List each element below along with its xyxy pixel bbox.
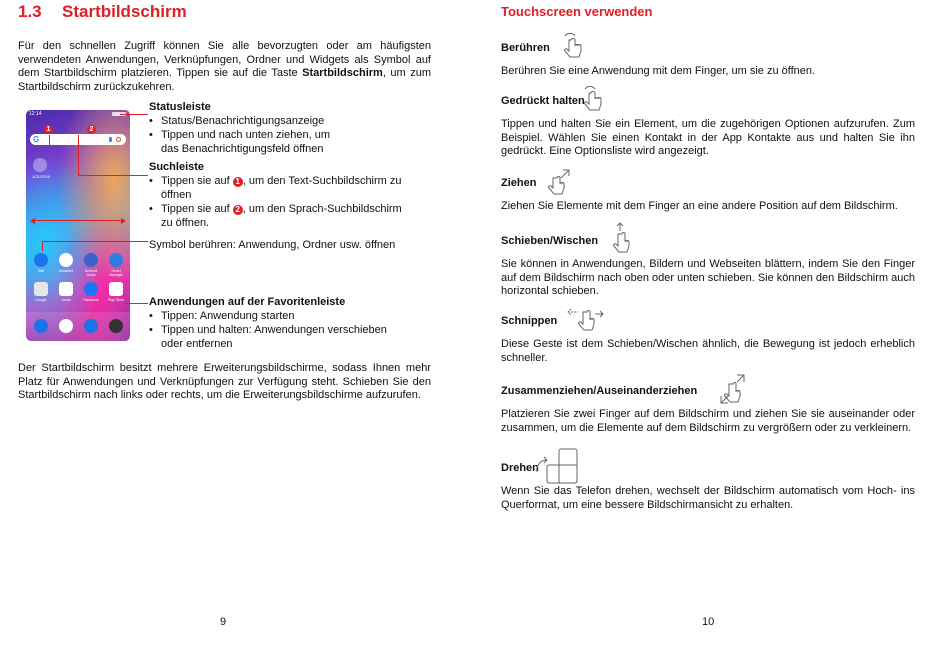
- swipe-gesture-icon: [611, 222, 635, 258]
- suchleiste-bullet-2: • Tippen sie auf 2 , um den Sprach-Suchbildschirm zu öffnen.: [149, 203, 402, 229]
- page-number-right: 10: [702, 616, 715, 628]
- touchscreen-title: Touchscreen verwenden: [501, 4, 653, 19]
- facebook-app-icon: [84, 282, 98, 296]
- intro-paragraph: [18, 40, 431, 94]
- gesture-heading-swipe: Schieben/Wischen: [501, 235, 599, 247]
- section-number: 1.3: [18, 2, 42, 21]
- drag-gesture-icon: [547, 168, 573, 196]
- gesture-text-pinch: Platzieren Sie zwei Finger auf dem Bildschirm und ziehen Sie sie auseinander oder zusammen, um die Elemente auf dem Bildschirm zu vergrößern oder zu verkleinern.: [501, 408, 915, 434]
- rotate-gesture-icon: [533, 448, 579, 486]
- play-store-app-icon: [109, 282, 123, 296]
- widget-label: 1/21/2026: [32, 174, 50, 179]
- lens-icon: [116, 137, 121, 142]
- gesture-text-tap: Berühren Sie eine Anwendung mit dem Finger, um sie zu öffnen.: [501, 65, 816, 77]
- favoriten-bullet-1: • Tippen: Anwendung starten: [149, 310, 295, 322]
- tap-gesture-icon: [561, 33, 587, 61]
- assistant-app-icon: [59, 253, 73, 267]
- callout-line-favorites: [125, 303, 148, 304]
- statusleiste-heading: Statusleiste: [149, 101, 211, 113]
- gesture-heading-tap: Berühren: [501, 42, 550, 54]
- gesture-heading-drag: Ziehen: [501, 177, 537, 189]
- gesture-heading-long-press: Gedrückt halten: [501, 95, 585, 107]
- page-number-left: 9: [220, 616, 227, 628]
- gesture-heading-rotate: Drehen: [501, 462, 539, 474]
- callout-line-apps: [42, 241, 43, 251]
- outro-paragraph: Der Startbildschirm besitzt mehrere Erweiterungsbildschirme, sodass Ihnen mehr Platz für Anwendungen und Verknüpfungen zur Verfügung steht. Schieben Sie den Startbildschirm nach links oder rechts, um die Erweiterungsbildschirme aufzurufen.: [18, 362, 431, 402]
- app-label: Dial: [37, 269, 45, 273]
- clock-widget-icon: [33, 158, 47, 172]
- gesture-text-swipe: Sie können in Anwendungen, Bildern und Webseiten blättern, indem Sie den Finger auf dem Bildschirm nach oben oder unten schieben. Sie können den Bildschirm auch horizontal schieben.: [501, 258, 915, 298]
- gesture-text-rotate: Wenn Sie das Telefon drehen, wechselt der Bildschirm automatisch vom Hoch- ins Querformat, um eine bessere Bildschirmansicht zu erhalten.: [501, 485, 915, 511]
- symbol-text: Symbol berühren: Anwendung, Ordner usw. öffnen: [149, 239, 396, 251]
- flick-gesture-icon: [567, 306, 605, 334]
- callout-line-search-2: [78, 135, 79, 175]
- google-g-icon: G: [33, 135, 40, 144]
- setup-app-icon: [84, 253, 98, 267]
- gmail-app-icon: [59, 282, 73, 296]
- favoriten-heading: Anwendungen auf der Favoritenleiste: [149, 296, 346, 308]
- smart-manager-app-icon: [109, 253, 123, 267]
- gesture-heading-flick: Schnippen: [501, 315, 558, 327]
- long-press-gesture-icon: [581, 86, 607, 114]
- badge-1: 1: [44, 125, 53, 134]
- app-label: Assistant: [58, 269, 74, 273]
- chrome-app-icon: [59, 319, 73, 333]
- app-label: Facebook: [83, 298, 99, 302]
- gesture-text-long-press: Tippen und halten Sie ein Element, um die zugehörigen Optionen aufzurufen. Zum Beispiel. Wählen Sie einen Kontakt in der App Kontakte aus und halten Sie ihn gedrückt. Eine Optionsliste wird angezeigt.: [501, 118, 915, 158]
- statusleiste-bullet-1: • Status/Benachrichtigungsanzeige: [149, 115, 325, 127]
- mic-icon: [109, 137, 112, 142]
- callout-line-search-1: [49, 135, 50, 155]
- right-page: [475, 0, 950, 659]
- arrow-right-icon: [121, 218, 126, 224]
- intro-text: Für den schnellen Zugriff können Sie alle bevorzugten oder am häufigsten verwendeten Anwendungen, Verknüpfungen, Ordner und Widgets als Symbol auf dem Startbildschirm platzieren. Tippen sie auf die Taste: [18, 40, 431, 80]
- app-label: Gmail: [61, 298, 71, 302]
- badge-2: 2: [87, 125, 96, 134]
- messages-app-icon: [84, 319, 98, 333]
- marker-1-icon: 1: [233, 177, 243, 187]
- app-label: Google: [35, 298, 47, 302]
- callout-line-status: [120, 114, 148, 115]
- swipe-line: [35, 220, 121, 221]
- callout-line-apps-h: [42, 241, 148, 242]
- favoriten-bullet-2: • Tippen und halten: Anwendungen verschieben oder entfernen: [149, 324, 387, 350]
- camera-app-icon: [109, 319, 123, 333]
- arrow-left-icon: [30, 218, 35, 224]
- section-title-text: Startbildschirm: [62, 2, 187, 21]
- google-folder-icon: [34, 282, 48, 296]
- pinch-gesture-icon: [719, 374, 747, 408]
- suchleiste-bullet-1: • Tippen sie auf 1 , um den Text-Suchbildschirm zu öffnen: [149, 175, 402, 201]
- section-title: [18, 2, 187, 22]
- app-label: Android Setup: [84, 269, 98, 277]
- gesture-heading-pinch: Zusammenziehen/Auseinanderziehen: [501, 385, 698, 397]
- intro-bold: Startbildschirm: [302, 67, 383, 80]
- phone-app-icon: [34, 319, 48, 333]
- intro-text-end: , um zum Startbildschirm zurückzukehren.: [18, 67, 431, 93]
- gesture-text-flick: Diese Geste ist dem Schieben/Wischen ähnlich, die Bewegung ist jedoch erheblich schneller.: [501, 338, 915, 364]
- app-label: Play Store: [107, 298, 125, 302]
- callout-line-search-h: [78, 175, 148, 176]
- statusleiste-bullet-2: • Tippen und nach unten ziehen, um das Benachrichtigungsfeld öffnen: [149, 129, 330, 155]
- app-label: Smart Manager: [109, 269, 123, 277]
- gesture-text-drag: Ziehen Sie Elemente mit dem Finger an eine andere Position auf dem Bildschirm.: [501, 200, 898, 212]
- marker-2-icon: 2: [233, 205, 243, 215]
- phone-time: 12:14: [29, 111, 42, 117]
- dial-app-icon: [34, 253, 48, 267]
- suchleiste-heading: Suchleiste: [149, 161, 205, 173]
